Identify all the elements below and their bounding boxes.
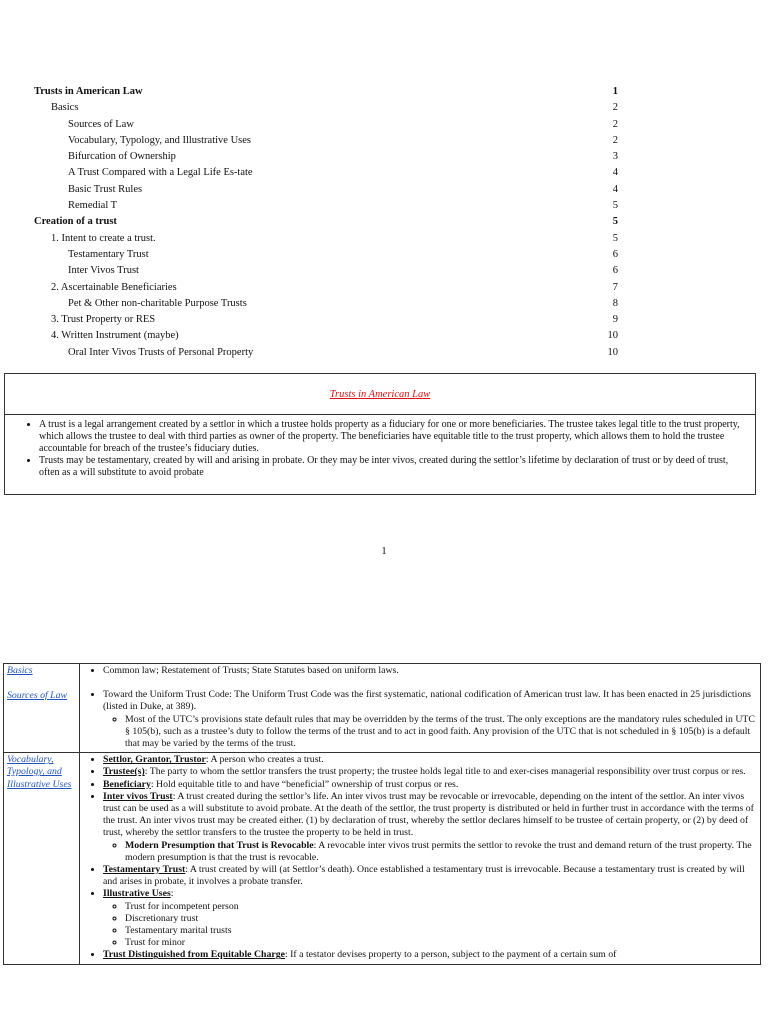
list-item: • Common law; Restatement of Trusts; State Statutes based on uniform laws.	[103, 665, 757, 677]
list-item	[103, 754, 757, 766]
definition-text: : Hold equitable title to and have “beneficial” ownership of trust corpus or res.	[150, 778, 459, 790]
definition-text: : A trust created during the settlor’s life. An inter vivos trust may be revocable or irrevocable, depending on the intent of the settlor. An inter vivos trust can be used as a will substitute to avoid probate. At the death of the settlor, the trust property is distributed or held in further trust in accordance with the terms of the trust. An inter vivos trust may be created either. (1) by declaration of trust, whereby the settlor declares himself to be trustee of certain property, or (2) by deed of trust, whereby the settlor transfers to the trustee the property to be held in trust.	[103, 790, 754, 839]
toc-entry[interactable]	[34, 214, 618, 230]
toc-entry-label: Bifurcation of Ownership	[68, 151, 176, 163]
definition-text: : If a testator devises property to a person, subject to the payment of a certain sum of	[285, 949, 617, 961]
definition-text: : A trust created by will (at Settlor’s death). Once established a testamentary trust is irrevocable. Because a testamentary trust is created by will and arises in probate, it involves a probate transfer.	[103, 864, 745, 888]
toc-entry-page: 6	[612, 248, 618, 260]
definition-text: : A person who creates a trust.	[205, 754, 324, 766]
term-beneficiary: Beneficiary	[103, 778, 151, 790]
sub-list-item: ◦ Testamentary marital trusts	[125, 925, 757, 937]
toc-entry-page: 9	[612, 314, 618, 326]
toc-entry-label: A Trust Compared with a Legal Life Es-tate	[68, 167, 253, 179]
outline-table	[3, 663, 761, 965]
toc-entry[interactable]	[34, 165, 618, 181]
toc-entry-label: Oral Inter Vivos Trusts of Personal Property	[68, 346, 254, 358]
toc-entry[interactable]	[34, 345, 618, 361]
list-item	[103, 689, 757, 750]
sub-list-item: ◦ Trust for minor	[125, 937, 757, 949]
table-row	[4, 753, 761, 964]
table-row	[4, 664, 761, 753]
summary-title-cell	[5, 374, 755, 415]
toc-entry-page: 10	[607, 346, 618, 358]
toc-entry-page: 10	[607, 330, 618, 342]
toc-entry[interactable]	[34, 149, 618, 165]
section-content-cell	[80, 753, 761, 964]
toc-entry[interactable]	[34, 182, 618, 198]
section-link-cell	[4, 664, 80, 753]
toc-entry[interactable]	[34, 247, 618, 263]
toc-entry-page: 3	[612, 151, 618, 163]
toc-entry[interactable]	[34, 100, 618, 116]
toc-entry-label: Creation of a trust	[34, 216, 117, 228]
toc-entry[interactable]	[34, 312, 618, 328]
term-modern-presumption: Modern Presumption that Trust is Revocable	[125, 839, 314, 851]
toc-entry-label: Remedial T	[68, 200, 118, 212]
list-item-text: Toward the Uniform Trust Code: The Uniform Trust Code was the first systematic, national codification of American trust law. It has been enacted in 25 jurisdictions (listed in Duke, at 389).	[103, 689, 751, 713]
section-link-sources-of-law[interactable]: Sources of Law	[7, 690, 68, 702]
sub-list-item: ◦ Most of the UTC’s provisions state default rules that may be overridden by the terms of the trust. The only exceptions are the mandatory rules scheduled in UTC § 105(b), such as a trustee’s duty to follow the terms of the trust and to act in good faith. Any provision of the UTC that is not scheduled in § 105(b) is a default that may be varied by the terms of the trust.	[125, 714, 757, 751]
toc-entry-label: Testamentary Trust	[68, 248, 149, 260]
toc-entry[interactable]	[34, 133, 618, 149]
sub-list-item: ◦ Discretionary trust	[125, 913, 757, 925]
term-trustee: Trustee(s)	[103, 766, 145, 778]
toc-entry-label: Sources of Law	[68, 118, 134, 130]
toc-entry[interactable]	[34, 84, 618, 100]
toc-entry[interactable]	[34, 263, 618, 279]
toc-entry-page: 6	[612, 265, 618, 277]
section-link-vocabulary[interactable]: Vocabulary, Typology, and Illustrative Uses	[7, 754, 72, 790]
toc-entry[interactable]	[34, 328, 618, 344]
document-page-2	[0, 656, 768, 1024]
list-item	[103, 779, 757, 791]
toc-entry-page: 2	[612, 134, 618, 146]
summary-bullet: • Trusts may be testamentary, created by will and arising in probate. Or they may be inter vivos, created during the settlor’s lifetime by declaration of trust or by deed of trust, often as a will substitute to avoid probate	[39, 455, 749, 479]
toc-entry-page: 5	[612, 232, 618, 244]
toc-entry[interactable]	[34, 231, 618, 247]
term-equitable-charge: Trust Distinguished from Equitable Charge	[103, 949, 285, 961]
list-item	[103, 864, 757, 888]
toc-entry-page: 4	[612, 183, 618, 195]
toc-entry-page: 8	[612, 297, 618, 309]
toc-entry-page: 5	[612, 200, 618, 212]
summary-bullet: • A trust is a legal arrangement created by a settlor in which a trustee holds property as a fiduciary for one or more beneficiaries. The trustee takes legal title to the trust property, which allows the trustee to deal with third parties as owner of the property. The beneficiaries have equitable title to the trust property, which allows them to hold the trustee accountable for breach of the trustee’s fiduciary duties.	[39, 419, 749, 455]
toc-entry-label: 4. Written Instrument (maybe)	[51, 330, 179, 342]
term-testamentary: Testamentary Trust	[103, 864, 186, 876]
list-item	[103, 949, 757, 961]
table-of-contents	[34, 84, 618, 361]
toc-entry-label: Basic Trust Rules	[68, 183, 143, 195]
toc-entry-label: 3. Trust Property or RES	[51, 314, 156, 326]
toc-entry[interactable]	[34, 198, 618, 214]
sub-list-item	[125, 840, 757, 864]
toc-entry-page: 1	[612, 86, 618, 97]
toc-entry-label: Inter Vivos Trust	[68, 265, 139, 277]
section-link-basics[interactable]: Basics	[7, 665, 33, 676]
toc-entry-page: 4	[612, 167, 618, 179]
toc-entry-page: 2	[612, 118, 618, 130]
list-item	[103, 766, 757, 778]
toc-entry-label: Trusts in American Law	[34, 86, 143, 97]
page-number: 1	[381, 545, 387, 557]
summary-title-link[interactable]: Trusts in American Law	[329, 388, 431, 400]
list-item	[103, 791, 757, 864]
section-content-cell	[80, 664, 761, 753]
sub-list-item: ◦ Trust for incompetent person	[125, 901, 757, 913]
term-illustrative-uses: Illustrative Uses	[103, 888, 171, 900]
summary-list	[25, 419, 749, 479]
toc-entry[interactable]	[34, 117, 618, 133]
term-settlor: Settlor, Grantor, Trustor	[103, 754, 206, 766]
toc-entry-label: Basics	[51, 102, 79, 114]
toc-entry-label: Vocabulary, Typology, and Illustrative Uses	[68, 134, 251, 146]
summary-box	[4, 373, 756, 495]
section-link-cell	[4, 753, 80, 964]
definition-text: :	[170, 888, 174, 900]
toc-entry-label: 2. Ascertainable Beneficiaries	[51, 281, 177, 293]
definition-text: : A revocable inter vivos trust permits the settlor to revoke the trust and demand return of the trust property. The modern presumption is that the trust is revocable.	[125, 839, 752, 863]
toc-entry-page: 7	[612, 281, 618, 293]
toc-entry-page: 5	[612, 216, 618, 228]
toc-entry[interactable]	[34, 296, 618, 312]
toc-entry-label: Pet & Other non-charitable Purpose Trusts	[68, 297, 247, 309]
toc-entry-label: 1. Intent to create a trust.	[51, 232, 156, 244]
toc-entry-page: 2	[612, 102, 618, 114]
toc-entry[interactable]	[34, 280, 618, 296]
page-break	[0, 595, 768, 655]
list-item	[103, 888, 757, 949]
term-inter-vivos: Inter vivos Trust	[103, 790, 173, 802]
definition-text: : The party to whom the settlor transfers the trust property; the trustee holds legal title to and exer-cises managerial responsibility over trust corpus or res.	[144, 766, 746, 778]
